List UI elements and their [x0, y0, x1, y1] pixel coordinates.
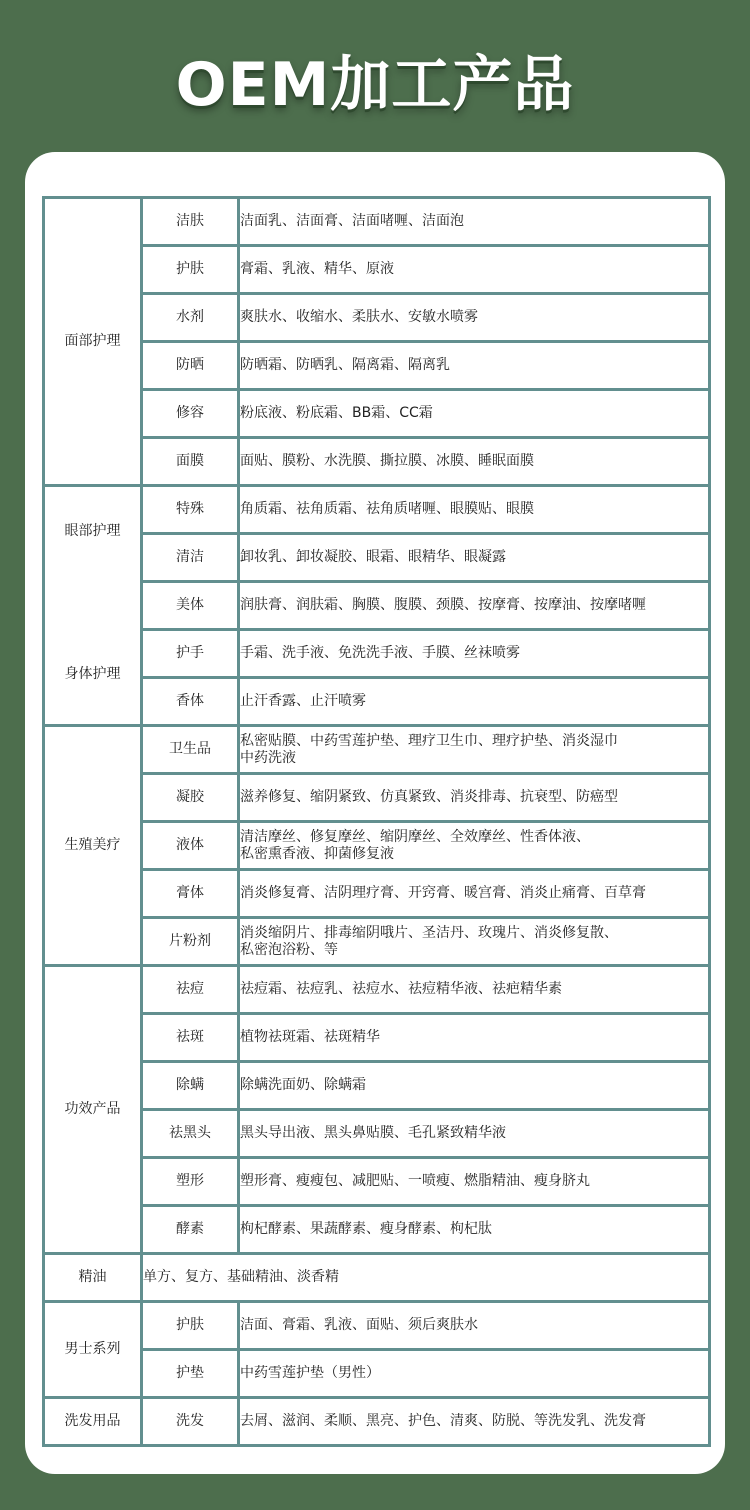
table-row: [44, 774, 710, 822]
subcategory-label: 片粉剂: [142, 918, 239, 966]
category-label-efficacy: 功效产品: [44, 966, 142, 1254]
items-text: 膏霜、乳液、精华、原液: [239, 246, 710, 294]
items-line: 消炎缩阴片、排毒缩阴哦片、圣洁丹、玫瑰片、消炎修复散、: [240, 924, 618, 941]
subcategory-label: 护垫: [142, 1350, 239, 1398]
items-text: [239, 918, 710, 966]
table-row: [44, 1398, 710, 1446]
subcategory-label: 香体: [142, 678, 239, 726]
subcategory-label: 酵素: [142, 1206, 239, 1254]
subcategory-label: 护肤: [142, 1302, 239, 1350]
subcategory-label: 护手: [142, 630, 239, 678]
table-row: [44, 582, 710, 630]
items-text: 爽肤水、收缩水、柔肤水、安敏水喷雾: [239, 294, 710, 342]
items-text: 粉底液、粉底霜、BB霜、CC霜: [239, 390, 710, 438]
table-row: [44, 630, 710, 678]
subcategory-label: 洗发: [142, 1398, 239, 1446]
table-row: [44, 1302, 710, 1350]
items-text: 消炎修复膏、洁阴理疗膏、开窍膏、暖宫膏、消炎止痛膏、百草膏: [239, 870, 710, 918]
items-text: [239, 822, 710, 870]
category-label-body: 身体护理: [64, 666, 121, 682]
subcategory-label: 洁肤: [142, 198, 239, 246]
category-label-eye: 眼部护理: [64, 523, 121, 539]
items-text: 角质霜、祛角质霜、祛角质啫喱、眼膜贴、眼膜: [239, 486, 710, 534]
items-text: 植物祛斑霜、祛斑精华: [239, 1014, 710, 1062]
table-row: [44, 918, 710, 966]
category-label-face: 面部护理: [44, 198, 142, 486]
table-row: [44, 294, 710, 342]
subcategory-label: 护肤: [142, 246, 239, 294]
table-row: [44, 822, 710, 870]
items-line: 清洁摩丝、修复摩丝、缩阴摩丝、全效摩丝、性香体液、: [240, 828, 590, 845]
subcategory-label: 卫生品: [142, 726, 239, 774]
subcategory-label: 祛黑头: [142, 1110, 239, 1158]
table-row: [44, 726, 710, 774]
items-text: 黑头导出液、黑头鼻贴膜、毛孔紧致精华液: [239, 1110, 710, 1158]
subcategory-label: 除螨: [142, 1062, 239, 1110]
table-row: [44, 1062, 710, 1110]
items-text: 润肤膏、润肤霜、胸膜、腹膜、颈膜、按摩膏、按摩油、按摩啫喱: [239, 582, 710, 630]
items-line: 私密泡浴粉、等: [240, 941, 338, 958]
items-text: 面贴、膜粉、水洗膜、撕拉膜、冰膜、睡眠面膜: [239, 438, 710, 486]
table-row: [44, 1206, 710, 1254]
table-row: [44, 678, 710, 726]
table-row: [44, 198, 710, 246]
items-text: 防晒霜、防晒乳、隔离霜、隔离乳: [239, 342, 710, 390]
category-label-men: 男士系列: [44, 1302, 142, 1398]
items-text: 祛痘霜、祛痘乳、祛痘水、祛痘精华液、祛疤精华素: [239, 966, 710, 1014]
items-text: 塑形膏、瘦瘦包、减肥贴、一喷瘦、燃脂精油、瘦身脐丸: [239, 1158, 710, 1206]
items-text: 单方、复方、基础精油、淡香精: [142, 1254, 710, 1302]
page-title: OEM加工产品: [175, 50, 575, 120]
items-text: 手霜、洗手液、免洗洗手液、手膜、丝袜喷雾: [239, 630, 710, 678]
product-table: [42, 196, 711, 1447]
subcategory-label: 祛斑: [142, 1014, 239, 1062]
subcategory-label: 特殊: [142, 486, 239, 534]
items-text: 滋养修复、缩阴紧致、仿真紧致、消炎排毒、抗衰型、防癌型: [239, 774, 710, 822]
items-text: 去屑、滋润、柔顺、黑亮、护色、清爽、防脱、等洗发乳、洗发膏: [239, 1398, 710, 1446]
table-row: [44, 1350, 710, 1398]
items-text: 止汗香露、止汗喷雾: [239, 678, 710, 726]
items-text: 枸杞酵素、果蔬酵素、瘦身酵素、枸杞肽: [239, 1206, 710, 1254]
subcategory-label: 祛痘: [142, 966, 239, 1014]
subcategory-label: 塑形: [142, 1158, 239, 1206]
subcategory-label: 修容: [142, 390, 239, 438]
table-row: [44, 1014, 710, 1062]
table-row: [44, 1158, 710, 1206]
subcategory-label: 膏体: [142, 870, 239, 918]
table-row: [44, 1110, 710, 1158]
table-row: [44, 966, 710, 1014]
category-cell-eye-body: [44, 486, 142, 726]
items-line: 私密熏香液、抑菌修复液: [240, 845, 394, 862]
table-row: [44, 486, 710, 534]
subcategory-label: 凝胶: [142, 774, 239, 822]
items-text: 卸妆乳、卸妆凝胶、眼霜、眼精华、眼凝露: [239, 534, 710, 582]
subcategory-label: 美体: [142, 582, 239, 630]
table-row: [44, 438, 710, 486]
items-line: 私密贴膜、中药雪莲护垫、理疗卫生巾、理疗护垫、消炎湿巾: [240, 732, 618, 749]
items-line: 中药洗液: [240, 749, 296, 766]
items-text: 洁面、膏霜、乳液、面贴、须后爽肤水: [239, 1302, 710, 1350]
table-row: [44, 534, 710, 582]
subcategory-label: 液体: [142, 822, 239, 870]
subcategory-label: 清洁: [142, 534, 239, 582]
subcategory-label: 面膜: [142, 438, 239, 486]
items-text: 除螨洗面奶、除螨霜: [239, 1062, 710, 1110]
items-text: 洁面乳、洁面膏、洁面啫喱、洁面泡: [239, 198, 710, 246]
table-row: [44, 342, 710, 390]
category-label-hair: 洗发用品: [44, 1398, 142, 1446]
subcategory-label: 防晒: [142, 342, 239, 390]
table-row: [44, 870, 710, 918]
category-label-oil: 精油: [44, 1254, 142, 1302]
items-text: 中药雪莲护垫（男性）: [239, 1350, 710, 1398]
items-text: [239, 726, 710, 774]
table-row: [44, 390, 710, 438]
table-row: [44, 246, 710, 294]
category-label-reproductive: 生殖美疗: [44, 726, 142, 966]
table-row: [44, 1254, 710, 1302]
subcategory-label: 水剂: [142, 294, 239, 342]
